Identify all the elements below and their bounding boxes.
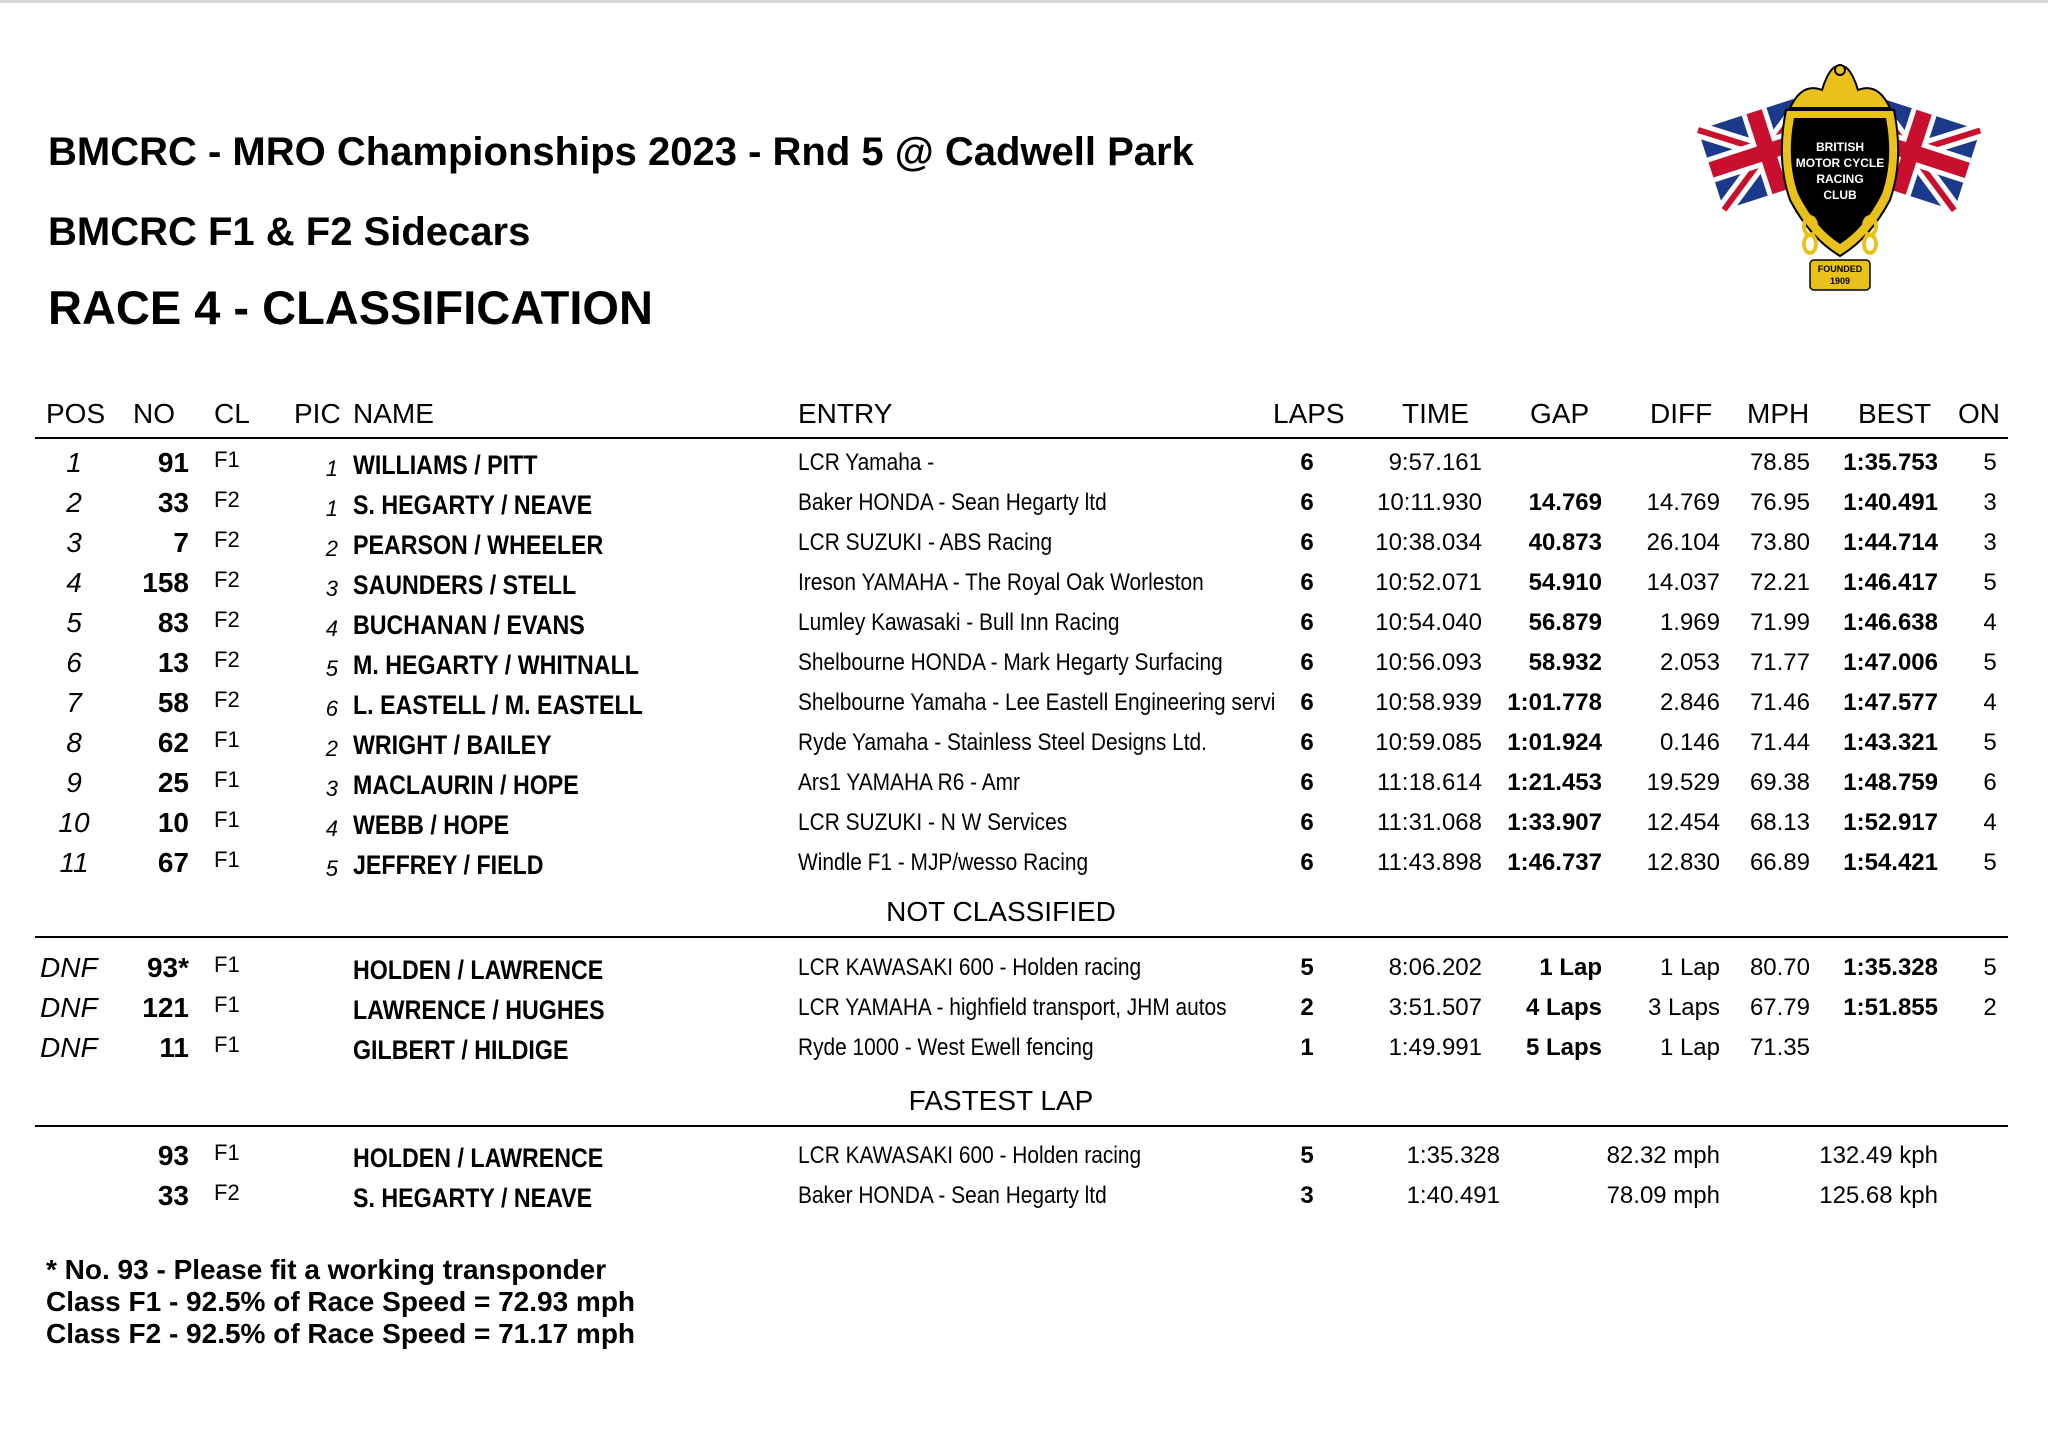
- laps: 2: [1300, 994, 1314, 1021]
- laps: 6: [1300, 489, 1314, 516]
- laps: 1: [1300, 1034, 1314, 1061]
- race-number: 93*: [146, 952, 189, 983]
- pos: 8: [66, 727, 82, 758]
- mph: 71.46: [1749, 689, 1810, 716]
- class: F2: [214, 1180, 240, 1205]
- pos-in-class: 3: [325, 576, 338, 601]
- entry: Ryde 1000 - West Ewell fencing: [798, 1034, 1094, 1061]
- mph: 66.89: [1749, 849, 1810, 876]
- logo-line-1: BRITISH: [1816, 140, 1864, 154]
- diff: 2.053: [1659, 649, 1720, 676]
- transponder-note: * No. 93 - Please fit a working transponder: [46, 1254, 607, 1285]
- pos: 3: [66, 527, 82, 558]
- rider-names: HOLDEN / LAWRENCE: [353, 955, 604, 985]
- pos-in-class: 5: [325, 656, 338, 681]
- result-row: [0, 563, 2048, 603]
- pos: DNF: [40, 952, 98, 983]
- best-lap: 1:35.753: [1843, 449, 1938, 476]
- class: F1: [214, 447, 240, 472]
- race-number: 10: [157, 807, 189, 838]
- result-row: [0, 523, 2048, 563]
- best-on-lap: 3: [1983, 529, 1997, 556]
- logo-line-4: CLUB: [1823, 188, 1857, 202]
- class: F1: [214, 992, 240, 1017]
- race-number: 83: [157, 607, 189, 638]
- best-on-lap: 5: [1983, 729, 1997, 756]
- laps: 6: [1300, 449, 1314, 476]
- pos: 11: [59, 847, 89, 878]
- gap: 54.910: [1528, 569, 1602, 596]
- gap: 14.769: [1528, 489, 1602, 516]
- mph: 78.85: [1749, 449, 1810, 476]
- rider-names: SAUNDERS / STELL: [353, 570, 577, 600]
- class: F2: [214, 647, 240, 672]
- logo-line-2: MOTOR CYCLE: [1795, 156, 1885, 170]
- entry: Windle F1 - MJP/wesso Racing: [798, 849, 1089, 876]
- mph: 67.79: [1749, 994, 1810, 1021]
- race-number: 58: [157, 687, 189, 718]
- mph: 71.35: [1749, 1034, 1810, 1061]
- laps: 6: [1300, 729, 1314, 756]
- not-classified-divider: [35, 936, 2008, 938]
- best-on-lap: 5: [1983, 449, 1997, 476]
- rider-names: M. HEGARTY / WHITNALL: [353, 650, 639, 680]
- logo-year: 1909: [1829, 276, 1851, 286]
- best-lap: 1:54.421: [1843, 849, 1938, 876]
- best-on-lap: 4: [1983, 689, 1997, 716]
- rider-names: PEARSON / WHEELER: [353, 530, 604, 560]
- laps: 6: [1300, 849, 1314, 876]
- pos: DNF: [40, 1032, 98, 1063]
- col-cl: CL: [214, 398, 250, 429]
- pos: 10: [58, 807, 90, 838]
- lap-mph: 82.32 mph: [1606, 1142, 1720, 1169]
- race-number: 67: [157, 847, 189, 878]
- race-number: 33: [157, 487, 189, 518]
- col-laps: LAPS: [1273, 398, 1345, 429]
- result-row: [0, 723, 2048, 763]
- best-lap: 1:44.714: [1843, 529, 1938, 556]
- result-row: [0, 643, 2048, 683]
- race-time: 10:52.071: [1375, 569, 1482, 596]
- pos: 5: [66, 607, 82, 638]
- rider-names: GILBERT / HILDIGE: [353, 1035, 569, 1065]
- race-number: 93: [157, 1140, 189, 1171]
- pos: 4: [66, 567, 82, 598]
- result-row: [0, 763, 2048, 803]
- race-time: 10:38.034: [1375, 529, 1482, 556]
- race-time: 10:58.939: [1375, 689, 1482, 716]
- race-number: 121: [142, 992, 189, 1023]
- gap: 1:01.778: [1507, 689, 1602, 716]
- class: F1: [214, 847, 240, 872]
- class-title: BMCRC F1 & F2 Sidecars: [48, 210, 531, 254]
- best-lap: 1:43.321: [1843, 729, 1938, 756]
- fastest-lap-row: [0, 1176, 2048, 1216]
- rider-names: JEFFREY / FIELD: [353, 850, 544, 880]
- race-time: 10:54.040: [1375, 609, 1482, 636]
- laps: 6: [1300, 569, 1314, 596]
- mph: 71.77: [1749, 649, 1810, 676]
- mph: 76.95: [1749, 489, 1810, 516]
- rider-names: L. EASTELL / M. EASTELL: [353, 690, 643, 720]
- best-on-lap: 5: [1983, 569, 1997, 596]
- entry: Baker HONDA - Sean Hegarty ltd: [798, 489, 1107, 516]
- race-time: 11:31.068: [1377, 809, 1482, 836]
- col-mph: MPH: [1747, 398, 1810, 429]
- logo-line-3: RACING: [1816, 172, 1864, 186]
- diff: 1 Lap: [1659, 1034, 1720, 1061]
- col-no: NO: [133, 398, 175, 429]
- lap-number: 3: [1300, 1182, 1314, 1209]
- best-on-lap: 5: [1983, 849, 1997, 876]
- best-on-lap: 4: [1983, 809, 1997, 836]
- rider-names: WILLIAMS / PITT: [353, 450, 538, 480]
- lap-mph: 78.09 mph: [1606, 1182, 1720, 1209]
- entry: LCR KAWASAKI 600 - Holden racing: [798, 954, 1142, 981]
- gap: 5 Laps: [1525, 1034, 1602, 1061]
- gap: 1:01.924: [1507, 729, 1602, 756]
- col-on: ON: [1958, 398, 2000, 429]
- pos: 9: [66, 767, 82, 798]
- rider-names: S. HEGARTY / NEAVE: [353, 490, 593, 520]
- entry: LCR SUZUKI - ABS Racing: [798, 529, 1053, 556]
- pos-in-class: 4: [325, 816, 338, 841]
- race-number: 25: [157, 767, 189, 798]
- header-divider: [35, 437, 2008, 439]
- gap: 40.873: [1528, 529, 1602, 556]
- dnf-row: [0, 948, 2048, 988]
- col-pic: PIC: [294, 398, 341, 429]
- col-entry: ENTRY: [798, 398, 893, 429]
- fastest-lap-row: [0, 1136, 2048, 1176]
- crown-icon: [1790, 65, 1890, 108]
- result-row: [0, 603, 2048, 643]
- pos-in-class: 2: [325, 736, 338, 761]
- lap-kph: 132.49 kph: [1819, 1142, 1938, 1169]
- race-time: 8:06.202: [1388, 954, 1482, 981]
- mph: 73.80: [1749, 529, 1810, 556]
- race-number: 11: [159, 1032, 189, 1063]
- best-on-lap: 3: [1983, 489, 1997, 516]
- best-lap: 1:46.417: [1843, 569, 1938, 596]
- rider-names: S. HEGARTY / NEAVE: [353, 1183, 593, 1213]
- race-time: 10:11.930: [1377, 489, 1482, 516]
- rider-names: WEBB / HOPE: [353, 810, 510, 840]
- race-time: 3:51.507: [1388, 994, 1482, 1021]
- gap: 1:21.453: [1507, 769, 1602, 796]
- entry: Ryde Yamaha - Stainless Steel Designs Ltd.: [798, 729, 1207, 756]
- best-on-lap: 6: [1983, 769, 1997, 796]
- laps: 6: [1300, 769, 1314, 796]
- race-number: 33: [157, 1180, 189, 1211]
- dnf-row: [0, 988, 2048, 1028]
- gap: 56.879: [1528, 609, 1602, 636]
- col-name: NAME: [353, 398, 434, 429]
- pos: 1: [66, 447, 82, 478]
- entry: Ars1 YAMAHA R6 - Amr: [798, 769, 1021, 796]
- entry: LCR SUZUKI - N W Services: [798, 809, 1068, 836]
- diff: 12.830: [1646, 849, 1720, 876]
- col-best: BEST: [1858, 398, 1932, 429]
- laps: 6: [1300, 609, 1314, 636]
- pos-in-class: 6: [325, 696, 338, 721]
- laps: 6: [1300, 529, 1314, 556]
- entry: Baker HONDA - Sean Hegarty ltd: [798, 1182, 1107, 1209]
- class: F1: [214, 767, 240, 792]
- lap-time: 1:35.328: [1406, 1142, 1500, 1169]
- col-gap: GAP: [1530, 398, 1590, 429]
- lap-time: 1:40.491: [1406, 1182, 1500, 1209]
- diff: 19.529: [1646, 769, 1720, 796]
- pos-in-class: 2: [325, 536, 338, 561]
- class: F2: [214, 687, 240, 712]
- gap: 1:33.907: [1507, 809, 1602, 836]
- entry: LCR KAWASAKI 600 - Holden racing: [798, 1142, 1142, 1169]
- lap-kph: 125.68 kph: [1819, 1182, 1938, 1209]
- fastest-lap-divider: [35, 1125, 2008, 1127]
- entry: LCR Yamaha -: [798, 449, 935, 476]
- best-on-lap: 5: [1983, 954, 1997, 981]
- pos: 7: [66, 687, 82, 718]
- diff: 1 Lap: [1659, 954, 1720, 981]
- mph: 80.70: [1749, 954, 1810, 981]
- class: F1: [214, 807, 240, 832]
- pos-in-class: 4: [325, 616, 338, 641]
- top-border: [0, 0, 2048, 3]
- f2-race-speed-note: Class F2 - 92.5% of Race Speed = 71.17 mph: [46, 1318, 636, 1349]
- best-lap: 1:48.759: [1843, 769, 1938, 796]
- best-lap: 1:47.577: [1843, 689, 1938, 716]
- mph: 69.38: [1749, 769, 1810, 796]
- rider-names: HOLDEN / LAWRENCE: [353, 1143, 604, 1173]
- diff: 14.769: [1646, 489, 1720, 516]
- diff: 2.846: [1659, 689, 1720, 716]
- diff: 26.104: [1646, 529, 1720, 556]
- laps: 6: [1300, 689, 1314, 716]
- best-lap: 1:35.328: [1843, 954, 1938, 981]
- diff: 0.146: [1659, 729, 1720, 756]
- best-lap: 1:40.491: [1843, 489, 1938, 516]
- laps: 6: [1300, 649, 1314, 676]
- race-number: 158: [142, 567, 189, 598]
- race-time: 11:18.614: [1377, 769, 1482, 796]
- laps: 6: [1300, 809, 1314, 836]
- rider-names: WRIGHT / BAILEY: [353, 730, 552, 760]
- rider-names: BUCHANAN / EVANS: [353, 610, 585, 640]
- pos-in-class: 1: [325, 496, 338, 521]
- race-number: 13: [157, 647, 189, 678]
- f1-race-speed-note: Class F1 - 92.5% of Race Speed = 72.93 mph: [46, 1286, 636, 1317]
- gap: 1 Lap: [1539, 954, 1602, 981]
- fastest-lap-heading: FASTEST LAP: [908, 1085, 1094, 1116]
- laps: 5: [1300, 954, 1314, 981]
- pos: 6: [66, 647, 82, 678]
- class: F1: [214, 952, 240, 977]
- race-time: 10:59.085: [1375, 729, 1482, 756]
- race-number: 7: [173, 527, 189, 558]
- class: F1: [214, 1140, 240, 1165]
- class: F2: [214, 607, 240, 632]
- result-row: [0, 843, 2048, 883]
- entry: Lumley Kawasaki - Bull Inn Racing: [798, 609, 1120, 636]
- pos-in-class: 3: [325, 776, 338, 801]
- entry: Ireson YAMAHA - The Royal Oak Worleston: [798, 569, 1204, 596]
- race-number: 62: [157, 727, 189, 758]
- entry: Shelbourne HONDA - Mark Hegarty Surfacing: [798, 649, 1223, 676]
- entry: LCR YAMAHA - highfield transport, JHM autos: [798, 994, 1227, 1021]
- result-row: [0, 803, 2048, 843]
- rider-names: LAWRENCE / HUGHES: [353, 995, 605, 1025]
- lap-number: 5: [1300, 1142, 1314, 1169]
- race-title: RACE 4 - CLASSIFICATION: [48, 281, 653, 334]
- race-time: 11:43.898: [1377, 849, 1482, 876]
- mph: 71.99: [1749, 609, 1810, 636]
- class: F2: [214, 567, 240, 592]
- event-title: BMCRC - MRO Championships 2023 - Rnd 5 @ Cadwell Park: [48, 130, 1194, 174]
- race-number: 91: [157, 447, 189, 478]
- result-row: [0, 683, 2048, 723]
- best-on-lap: 4: [1983, 609, 1997, 636]
- best-lap: 1:46.638: [1843, 609, 1938, 636]
- entry: Shelbourne Yamaha - Lee Eastell Engineering servi: [798, 689, 1276, 716]
- dnf-row: [0, 1028, 2048, 1068]
- col-diff: DIFF: [1650, 398, 1713, 429]
- race-time: 9:57.161: [1388, 449, 1482, 476]
- diff: 12.454: [1646, 809, 1720, 836]
- not-classified-heading: NOT CLASSIFIED: [886, 896, 1116, 927]
- class: F1: [214, 727, 240, 752]
- pos: 2: [66, 487, 82, 518]
- diff: 1.969: [1659, 609, 1720, 636]
- diff: 3 Laps: [1647, 994, 1720, 1021]
- result-row: [0, 443, 2048, 483]
- best-on-lap: 2: [1983, 994, 1997, 1021]
- col-time: TIME: [1402, 398, 1469, 429]
- class: F1: [214, 1032, 240, 1057]
- pos-in-class: 1: [325, 456, 338, 481]
- bmcrc-logo: [1690, 60, 1990, 300]
- diff: 14.037: [1646, 569, 1720, 596]
- best-lap: 1:47.006: [1843, 649, 1938, 676]
- rider-names: MACLAURIN / HOPE: [353, 770, 579, 800]
- best-on-lap: 5: [1983, 649, 1997, 676]
- class: F2: [214, 527, 240, 552]
- pos: DNF: [40, 992, 98, 1023]
- mph: 71.44: [1749, 729, 1810, 756]
- gap: 1:46.737: [1507, 849, 1602, 876]
- result-row: [0, 483, 2048, 523]
- best-lap: 1:51.855: [1843, 994, 1938, 1021]
- race-time: 10:56.093: [1375, 649, 1482, 676]
- gap: 4 Laps: [1525, 994, 1602, 1021]
- best-lap: 1:52.917: [1843, 809, 1938, 836]
- mph: 72.21: [1749, 569, 1810, 596]
- logo-founded: FOUNDED: [1817, 264, 1863, 274]
- pos-in-class: 5: [325, 856, 338, 881]
- mph: 68.13: [1749, 809, 1810, 836]
- race-time: 1:49.991: [1388, 1034, 1482, 1061]
- gap: 58.932: [1528, 649, 1602, 676]
- class: F2: [214, 487, 240, 512]
- col-pos: POS: [46, 398, 106, 429]
